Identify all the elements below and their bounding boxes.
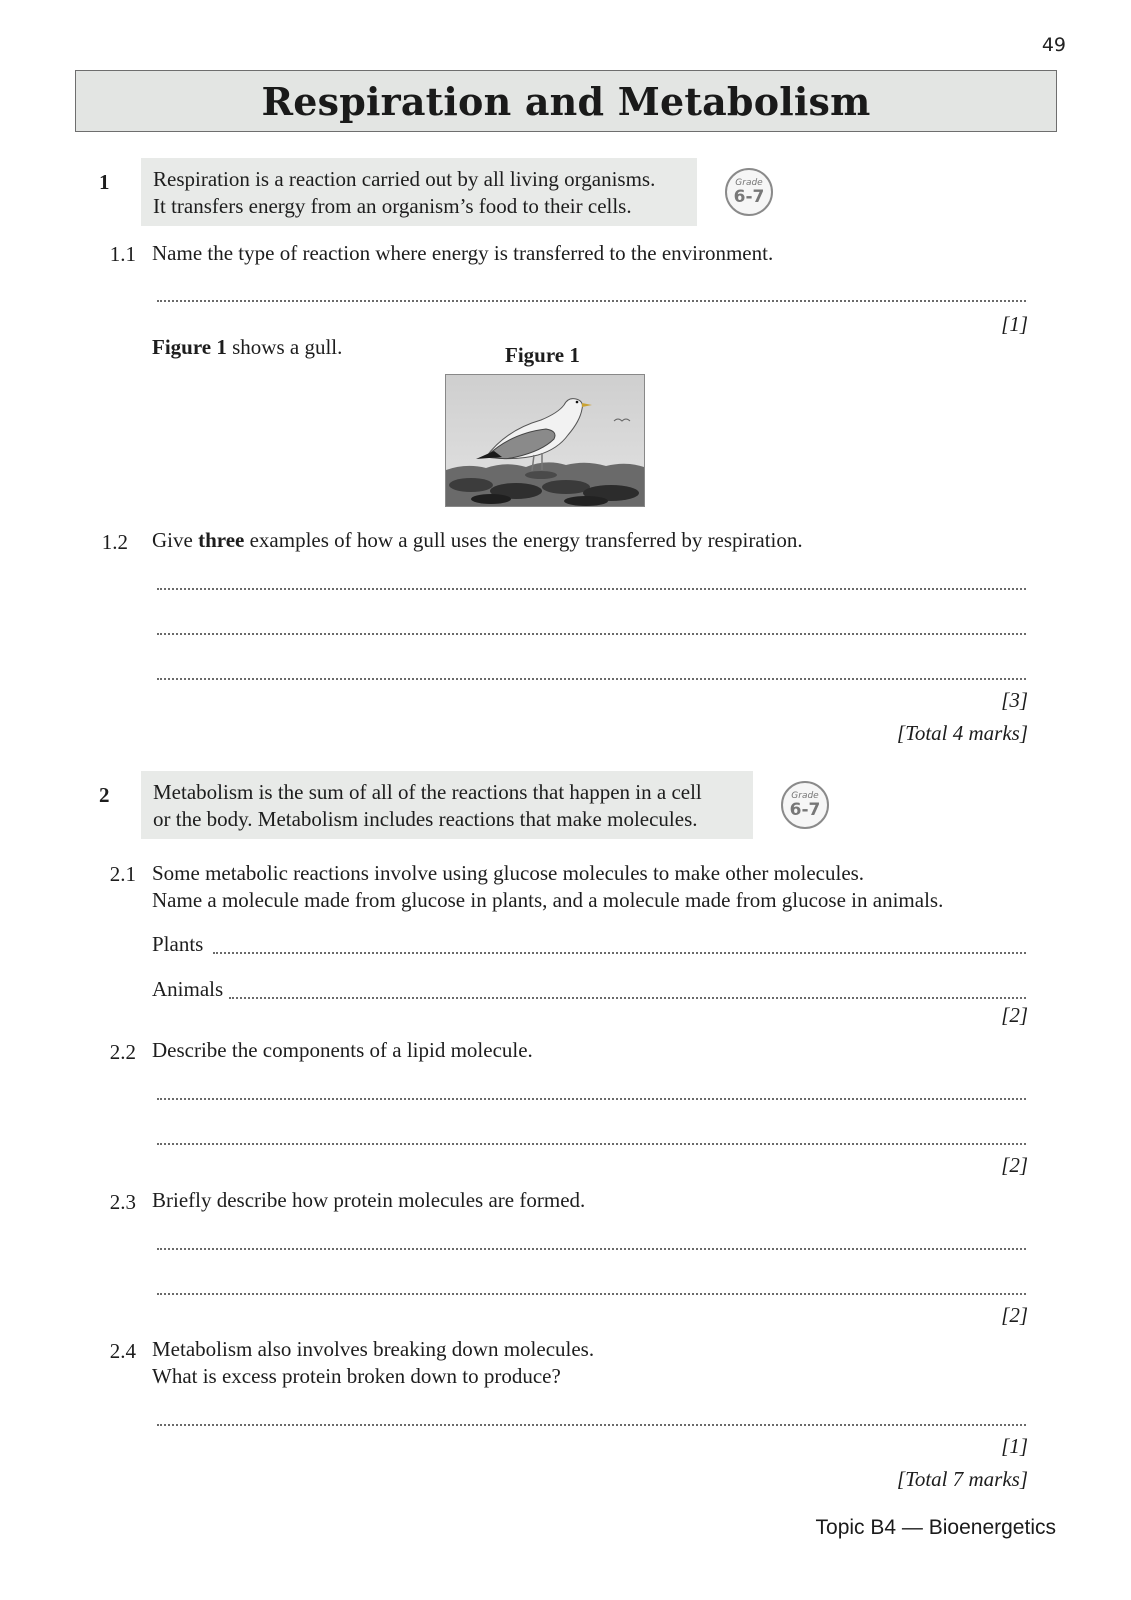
- question-2-1-line-2: Name a molecule made from glucose in plants, and a molecule made from glucose in animals.: [152, 888, 944, 912]
- plants-label: Plants: [152, 932, 204, 956]
- question-2-4-line-2: What is excess protein broken down to produce?: [152, 1364, 561, 1388]
- answer-line[interactable]: [157, 633, 1026, 635]
- question-1-2-text-after: examples of how a gull uses the energy transferred by respiration.: [244, 528, 803, 552]
- question-1-1-number: 1.1: [109, 242, 136, 266]
- title-banner: [75, 70, 1057, 132]
- question-2-number: 2: [99, 783, 110, 807]
- grade-badge-label: Grade: [735, 178, 763, 188]
- grade-badge-value: 6-7: [789, 800, 821, 820]
- marks-label: [2]: [1001, 1303, 1028, 1327]
- answer-line[interactable]: [157, 1293, 1026, 1295]
- answer-line[interactable]: [157, 1143, 1026, 1145]
- figure-reference: [152, 334, 342, 361]
- animals-label: Animals: [152, 977, 224, 1001]
- answer-line[interactable]: [157, 1098, 1026, 1100]
- question-1-total: [Total 4 marks]: [896, 721, 1028, 745]
- question-2-intro-line-1: Metabolism is the sum of all of the reactions that happen in a cell: [153, 780, 702, 804]
- answer-line[interactable]: [157, 1424, 1026, 1426]
- figure-reference-bold: Figure 1: [152, 335, 227, 359]
- answer-line[interactable]: [157, 678, 1026, 680]
- question-1-2-text: [152, 527, 803, 554]
- animals-answer-line[interactable]: [229, 997, 1026, 999]
- question-2-3-text: Briefly describe how protein molecules are formed.: [152, 1188, 586, 1212]
- question-2-intro: [141, 771, 753, 839]
- marks-label: [1]: [1001, 312, 1028, 336]
- question-1-2-number: 1.2: [101, 530, 128, 554]
- question-2-4-text: [152, 1336, 594, 1390]
- question-2-4-line-1: Metabolism also involves breaking down molecules.: [152, 1337, 595, 1361]
- question-1-2-text-bold: three: [198, 528, 245, 552]
- question-2-1-number: 2.1: [109, 862, 136, 886]
- page-title: Respiration and Metabolism: [261, 78, 871, 124]
- answer-line[interactable]: [157, 300, 1026, 302]
- question-2-2-number: 2.2: [109, 1040, 136, 1064]
- figure-reference-rest: shows a gull.: [226, 335, 343, 359]
- question-2-1-text: [152, 860, 943, 914]
- grade-badge-value: 6-7: [733, 187, 765, 207]
- answer-line[interactable]: [157, 588, 1026, 590]
- grade-badge-icon: [725, 168, 773, 216]
- figure-caption: Figure 1: [505, 343, 580, 367]
- gull-image: [445, 374, 645, 507]
- question-2-1-line-1: Some metabolic reactions involve using glucose molecules to make other molecules.: [152, 861, 865, 885]
- question-2-total: [Total 7 marks]: [896, 1467, 1028, 1491]
- question-1-number: 1: [99, 170, 110, 194]
- question-2-4-number: 2.4: [109, 1339, 136, 1363]
- question-2-3-number: 2.3: [109, 1190, 136, 1214]
- question-1-intro-line-1: Respiration is a reaction carried out by all living organisms.: [153, 167, 656, 191]
- question-1-intro-line-2: It transfers energy from an organism’s food to their cells.: [153, 194, 632, 218]
- question-1-intro: [141, 158, 697, 226]
- marks-label: [2]: [1001, 1153, 1028, 1177]
- answer-line[interactable]: [157, 1248, 1026, 1250]
- plants-answer-row: [152, 932, 1026, 957]
- marks-label: [1]: [1001, 1434, 1028, 1458]
- grade-badge-icon: [781, 781, 829, 829]
- plants-answer-line[interactable]: [213, 952, 1026, 954]
- animals-answer-row: [152, 977, 1026, 1002]
- question-1-2-text-before: Give: [152, 528, 199, 552]
- question-1-1-text: Name the type of reaction where energy is transferred to the environment.: [152, 241, 774, 265]
- question-2-2-text: Describe the components of a lipid molecule.: [152, 1038, 533, 1062]
- topic-footer: Topic B4 — Bioenergetics: [815, 1516, 1056, 1539]
- marks-label: [2]: [1001, 1003, 1028, 1027]
- grade-badge-label: Grade: [791, 791, 819, 801]
- marks-label: [3]: [1001, 688, 1028, 712]
- question-2-intro-line-2: or the body. Metabolism includes reactions that make molecules.: [153, 807, 698, 831]
- page-number: 49: [1041, 34, 1066, 56]
